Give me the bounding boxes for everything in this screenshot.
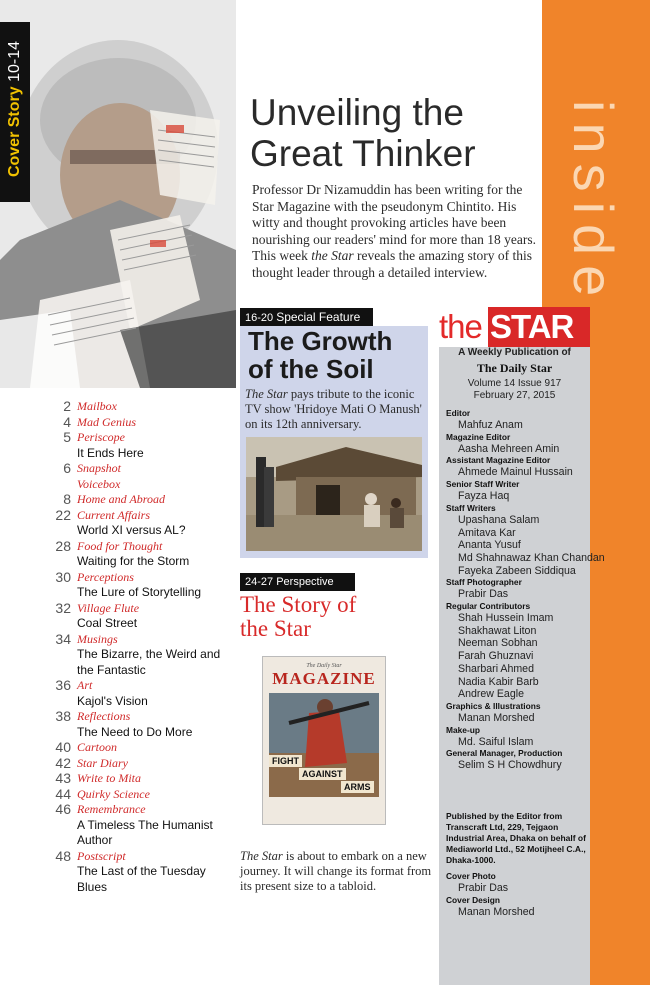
cover-story-tab[interactable]	[0, 22, 30, 202]
perspective-desc-rest: is about to embark on a new journey. It will change its format from its present size to a tabloid.	[240, 849, 432, 893]
contents-item[interactable]	[40, 508, 238, 539]
staff-name: Nadia Kabir Barb	[458, 675, 539, 688]
contents-section: Postscript	[77, 848, 126, 863]
staff-name: Prabir Das	[458, 588, 509, 601]
special-feature-description	[245, 387, 428, 432]
staff-name: Sharbari Ahmed	[458, 662, 534, 675]
contents-section: Write to Mita	[77, 771, 141, 785]
contents-item[interactable]	[40, 787, 238, 803]
main-story-title-line2: Great Thinker	[250, 133, 476, 174]
special-feature-desc-rest: pays tribute to the iconic TV show 'Hridoye Mati O Manush' on its 12th anniversary.	[245, 387, 422, 431]
contents-item[interactable]	[40, 771, 238, 787]
contents-headline: Coal Street	[77, 616, 138, 630]
contents-item[interactable]	[40, 632, 238, 679]
staff-role: Cover Design	[446, 894, 500, 905]
magazine-cover-word-2: AGAINST	[299, 768, 346, 780]
main-story-body-part2: reveals the amazing story of this thought leader through a detailed interview.	[252, 248, 533, 280]
contents-section: Voicebox	[77, 476, 121, 491]
contents-page-number: 30	[55, 568, 71, 585]
contents-item[interactable]	[40, 601, 238, 632]
staff-role: Graphics & Illustrations	[446, 700, 541, 711]
special-feature-title[interactable]	[248, 327, 428, 383]
inside-label: inside	[562, 100, 625, 307]
contents-section: Reflections	[77, 709, 131, 723]
staff-name: Neeman Sobhan	[458, 637, 538, 650]
village-scene-graphic	[246, 437, 422, 551]
contents-page-number: 46	[55, 801, 71, 817]
perspective-title-line2: the Star	[240, 616, 311, 641]
contents-section: Snapshot	[77, 461, 122, 475]
contents-page-number: 42	[55, 754, 71, 771]
staff-role: Staff Writers	[446, 502, 496, 513]
main-story-body-part1: Professor Dr Nizamuddin has been writing for the Star Magazine with the pseudonym Chintito. His witty and thought provoking articles have been nourishing our readers' mind for more than 18 years. This week	[252, 182, 536, 263]
staff-name: Amitava Kar	[458, 526, 516, 539]
the-star-logo	[439, 307, 590, 347]
contents-item[interactable]	[40, 756, 238, 772]
staff-list	[446, 408, 605, 772]
contents-headline: Kajol's Vision	[77, 693, 148, 708]
issue-info	[439, 378, 590, 402]
magazine-cover-word-3: ARMS	[341, 781, 374, 793]
staff-name: Md. Saiful Islam	[458, 735, 534, 748]
magazine-cover-word-1: FIGHT	[269, 755, 302, 767]
contents-headline: The Last of the Tuesday Blues	[77, 864, 206, 894]
main-story-body	[252, 182, 540, 281]
cover-story-pages: 10-14	[6, 40, 23, 82]
cover-credits	[446, 871, 594, 918]
staff-name: Fayeka Zabeen Siddiqua	[458, 564, 576, 577]
staff-role: Make-up	[446, 724, 480, 735]
contents-section: Perceptions	[77, 569, 134, 584]
staff-name: Upashana Salam	[458, 513, 540, 526]
special-feature-photo	[246, 437, 422, 551]
cover-story-label	[0, 27, 30, 191]
issue-date: February 27, 2015	[473, 390, 556, 401]
contents-item[interactable]	[40, 430, 238, 461]
contents-list	[40, 399, 238, 895]
contents-page-number: 5	[63, 429, 71, 445]
contents-headline: It Ends Here	[77, 445, 144, 460]
publication-line: A Weekly Publication of	[458, 347, 571, 358]
contents-section: Mad Genius	[77, 414, 136, 429]
contents-item[interactable]	[40, 570, 238, 601]
perspective-title-line1: The Story of	[240, 592, 357, 617]
main-story-title-line1: Unveiling the	[250, 92, 464, 133]
main-story-body-italic: the Star	[311, 248, 354, 263]
magazine-cover-image	[262, 656, 386, 825]
contents-section: Home and Abroad	[77, 492, 165, 506]
staff-role: Magazine Editor	[446, 431, 511, 442]
contents-section: Quirky Science	[77, 786, 150, 801]
special-feature-pages: 16-20	[245, 312, 274, 324]
staff-name: Selim S H Chowdhury	[458, 759, 562, 772]
contents-section: Periscope	[77, 430, 125, 444]
magazine-cover-small-text: The Daily Star	[306, 663, 342, 669]
logo-star: STAR	[488, 307, 590, 347]
contents-section: Musings	[77, 631, 118, 646]
perspective-bar	[240, 573, 355, 591]
contents-item[interactable]	[40, 740, 238, 756]
staff-role: General Manager, Production	[446, 748, 563, 759]
contents-headline: The Lure of Storytelling	[77, 585, 202, 599]
cover-collage-graphic	[0, 0, 236, 388]
perspective-description	[240, 849, 440, 894]
cover-photo	[0, 0, 236, 388]
contents-page-number: 40	[55, 739, 71, 755]
staff-name: Ahmede Mainul Hussain	[458, 466, 573, 479]
contents-item[interactable]	[40, 678, 238, 709]
contents-item[interactable]	[40, 461, 238, 477]
special-feature-title-line1: The Growth	[248, 326, 393, 356]
contents-page-number: 43	[55, 770, 71, 786]
contents-item[interactable]	[40, 849, 238, 896]
perspective-desc-italic: The Star	[240, 849, 283, 863]
special-feature-desc-italic: The Star	[245, 387, 288, 401]
contents-item[interactable]	[40, 802, 238, 849]
staff-name: Shakhawat Liton	[458, 624, 537, 637]
staff-role: Assistant Magazine Editor	[446, 455, 551, 466]
cover-story-word: Cover Story	[6, 86, 23, 178]
contents-page-number: 4	[63, 413, 71, 430]
contents-page-number: 32	[55, 599, 71, 616]
contents-item[interactable]	[40, 477, 238, 493]
parent-publication: The Daily Star	[476, 361, 553, 375]
contents-section: Art	[77, 678, 93, 692]
staff-role: Cover Photo	[446, 871, 496, 881]
staff-name: Farah Ghuznavi	[458, 650, 534, 663]
special-feature-bar	[240, 308, 373, 326]
contents-page-number: 8	[63, 491, 71, 507]
contents-headline: The Bizarre, the Weird and the Fantastic	[77, 647, 221, 677]
staff-role: Editor	[446, 408, 471, 418]
staff-name: Fayza Haq	[458, 490, 510, 503]
contents-page-number: 2	[63, 398, 71, 414]
contents-page-number: 6	[63, 460, 71, 476]
staff-role: Regular Contributors	[446, 601, 531, 612]
contents-item[interactable]	[40, 492, 238, 508]
logo-the: the	[439, 308, 482, 345]
contents-page-number: 38	[55, 708, 71, 724]
staff-name: Ananta Yusuf	[458, 539, 521, 552]
contents-section: Remembrance	[77, 802, 146, 816]
contents-page-number: 34	[55, 630, 71, 647]
contents-headline: The Need to Do More	[77, 724, 193, 739]
contents-headline: A Timeless The Humanist Author	[77, 817, 213, 847]
staff-name: Md Shahnawaz Khan Chandan	[458, 551, 605, 564]
staff-role: Staff Photographer	[446, 577, 522, 588]
contents-section: Star Diary	[77, 755, 128, 770]
contents-section: Food for Thought	[77, 538, 163, 553]
staff-name: Shah Hussein Imam	[458, 612, 554, 625]
contents-page-number: 36	[55, 677, 71, 693]
contents-page-number: 28	[55, 537, 71, 554]
contents-page-number: 44	[55, 785, 71, 802]
perspective-title[interactable]	[240, 593, 440, 641]
staff-name: Manan Morshed	[458, 711, 535, 724]
staff-name: Manan Morshed	[458, 905, 535, 918]
contents-item[interactable]	[40, 399, 238, 415]
staff-name: Andrew Eagle	[458, 688, 524, 701]
contents-headline: World XI versus AL?	[77, 523, 186, 537]
perspective-section: Perspective	[276, 576, 334, 588]
staff-name: Prabir Das	[458, 882, 509, 894]
staff-name: Aasha Mehreen Amin	[458, 442, 560, 455]
contents-section: Current Affairs	[77, 507, 151, 522]
contents-section: Mailbox	[77, 399, 117, 413]
special-feature-section: Special Feature	[276, 310, 361, 324]
contents-page-number: 48	[55, 847, 71, 864]
perspective-pages: 24-27	[245, 576, 274, 588]
magazine-cover-masthead: MAGAZINE	[272, 669, 376, 688]
contents-headline: Waiting for the Storm	[77, 554, 190, 568]
staff-role: Senior Staff Writer	[446, 479, 520, 490]
staff-name: Mahfuz Anam	[458, 419, 523, 431]
contents-item[interactable]	[40, 709, 238, 740]
contents-section: Cartoon	[77, 740, 118, 754]
main-story-title[interactable]	[250, 92, 540, 174]
contents-item[interactable]	[40, 539, 238, 570]
contents-item[interactable]	[40, 415, 238, 431]
volume-issue: Volume 14 Issue 917	[467, 378, 562, 389]
published-by: Published by the Editor from Transcraft Ltd, 229, Tejgaon Industrial Area, Dhaka on behalf of Mediaworld Ltd., 52 Motijheel C.A., Dhaka-1000.	[446, 811, 586, 865]
contents-section: Village Flute	[77, 600, 140, 615]
contents-page-number: 22	[55, 506, 71, 523]
special-feature-title-line2: of the Soil	[248, 354, 374, 384]
